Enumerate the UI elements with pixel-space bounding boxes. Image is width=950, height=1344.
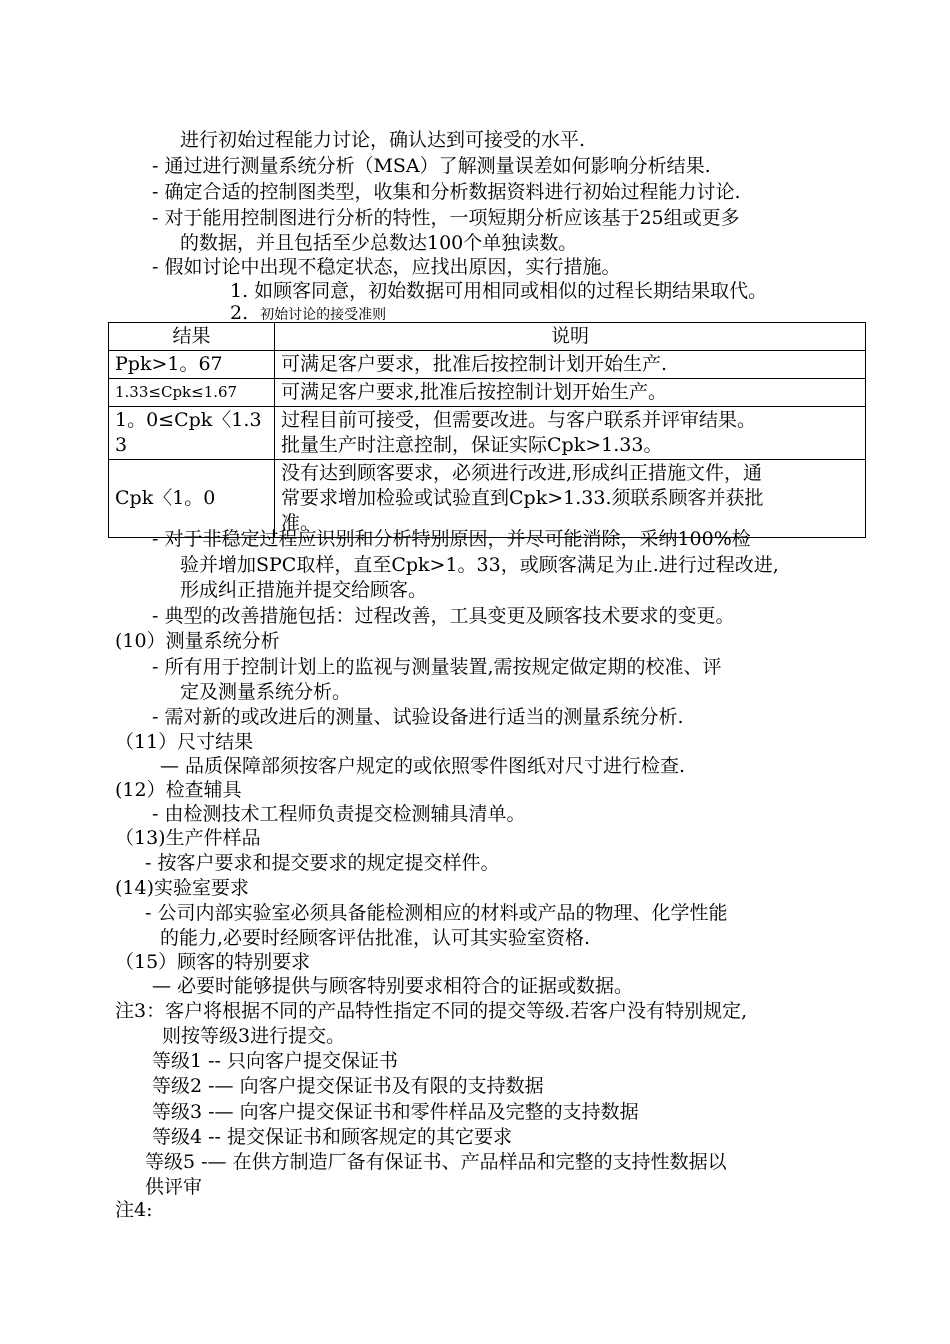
section-14-bullet-b: 的能力,必要时经顾客评估批准，认可其实验室资格. [160, 927, 591, 949]
cell-description: 可满足客户要求,批准后按控制计划开始生产。 [275, 379, 866, 407]
cell-description-line: 准。 [281, 512, 320, 534]
section-10-bullet-1a: - 所有用于控制计划上的监视与测量装置,需按规定做定期的校准、评 [152, 656, 722, 678]
section-12-title: (12）检查辅具 [115, 779, 242, 801]
bullet-control-chart: - 确定合适的控制图类型，收集和分析数据资料进行初始过程能力讨论. [152, 181, 741, 203]
table-header-row [109, 323, 866, 351]
cell-description-line: 常要求增加检验或试验直到Cpk>1.33.须联系顾客并获批 [281, 487, 764, 509]
bullet-unstable-process-c: 形成纠正措施并提交给顾客。 [180, 579, 428, 601]
section-13-bullet: - 按客户要求和提交要求的规定提交样件。 [145, 852, 500, 874]
grade-1: 等级1 -- 只向客户提交保证书 [152, 1050, 399, 1072]
numbered-item-1: 1. 如顾客同意，初始数据可用相同或相似的过程长期结果取代。 [230, 280, 768, 302]
section-10-bullet-1b: 定及测量系统分析。 [180, 681, 352, 703]
grade-3: 等级3 -— 向客户提交保证书和零件样品及完整的支持数据 [152, 1101, 639, 1123]
grade-5-b: 供评审 [145, 1176, 203, 1198]
cell-description-line: 没有达到顾客要求，必须进行改进,形成纠正措施文件，通 [281, 462, 763, 484]
section-10-bullet-2: - 需对新的或改进后的测量、试验设备进行适当的测量系统分析. [152, 706, 684, 728]
grade-5-a: 等级5 -— 在供方制造厂备有保证书、产品样品和完整的支持性数据以 [145, 1151, 727, 1173]
section-13-title: （13)生产件样品 [115, 827, 261, 849]
cell-result [109, 407, 275, 460]
bullet-short-term-a: - 对于能用控制图进行分析的特性，一项短期分析应该基于25组或更多 [152, 207, 740, 229]
cell-result: Ppk>1。67 [109, 351, 275, 379]
section-14-title: (14)实验室要求 [115, 877, 250, 899]
cell-result: Cpk〈1。0 [109, 460, 275, 538]
bullet-short-term-b: 的数据，并且包括至少总数达100个单独读数。 [180, 232, 578, 254]
section-15-title: （15）顾客的特别要求 [115, 951, 311, 973]
bullet-msa: - 通过进行测量系统分析（MSA）了解测量误差如何影响分析结果. [152, 155, 711, 177]
note-3-line-1: 注3：客户将根据不同的产品特性指定不同的提交等级.若客户没有特别规定, [115, 1000, 748, 1022]
header-description: 说明 [275, 323, 866, 351]
numbered-item-2-num: 2. [230, 302, 249, 324]
grade-4: 等级4 -- 提交保证书和顾客规定的其它要求 [152, 1126, 513, 1148]
cell-description-line: 批量生产时注意控制，保证实际Cpk>1.33。 [281, 434, 663, 456]
cell-description-line: 过程目前可接受，但需要改进。与客户联系并评审结果。 [281, 409, 757, 431]
section-15-bullet: — 必要时能够提供与顾客特别要求相符合的证据或数据。 [152, 975, 634, 997]
cell-description: 可满足客户要求，批准后按控制计划开始生产. [275, 351, 866, 379]
numbered-item-2-text: 初始讨论的接受准则 [260, 307, 387, 323]
note-3-line-2: 则按等级3进行提交。 [162, 1025, 346, 1047]
section-10-title: (10）测量系统分析 [115, 630, 280, 652]
table-row [109, 407, 866, 460]
cell-result: 1.33≤Cpk≤1.67 [109, 379, 275, 407]
cell-result-line: 1。0≤Cpk〈1.3 [115, 409, 262, 431]
intro-line-1: 进行初始过程能力讨论，确认达到可接受的水平. [180, 129, 586, 151]
bullet-unstable: - 假如讨论中出现不稳定状态，应找出原因，实行措施。 [152, 256, 621, 278]
grade-2: 等级2 -— 向客户提交保证书及有限的支持数据 [152, 1075, 544, 1097]
section-12-bullet: - 由检测技术工程师负责提交检测辅具清单。 [152, 803, 526, 825]
section-11-title: （11）尺寸结果 [115, 731, 254, 753]
bullet-improvement: - 典型的改善措施包括：过程改善，工具变更及顾客技术要求的变更。 [152, 605, 735, 627]
acceptance-criteria-table [108, 322, 866, 538]
section-14-bullet-a: - 公司内部实验室必须具备能检测相应的材料或产品的物理、化学性能 [145, 902, 728, 924]
cell-result-line: 3 [115, 434, 128, 456]
bullet-unstable-process-b: 验并增加SPC取样，直至Cpk>1。33，或顾客满足为止.进行过程改进, [180, 554, 779, 576]
table-row [109, 379, 866, 407]
bullet-unstable-process-a: - 对于非稳定过程应识别和分析特别原因，并尽可能消除，采纳100%检 [152, 528, 751, 550]
table-row [109, 351, 866, 379]
cell-description [275, 407, 866, 460]
section-11-bullet: — 品质保障部须按客户规定的或依照零件图纸对尺寸进行检查. [160, 755, 686, 777]
note-4: 注4: [115, 1199, 153, 1221]
header-result: 结果 [109, 323, 275, 351]
